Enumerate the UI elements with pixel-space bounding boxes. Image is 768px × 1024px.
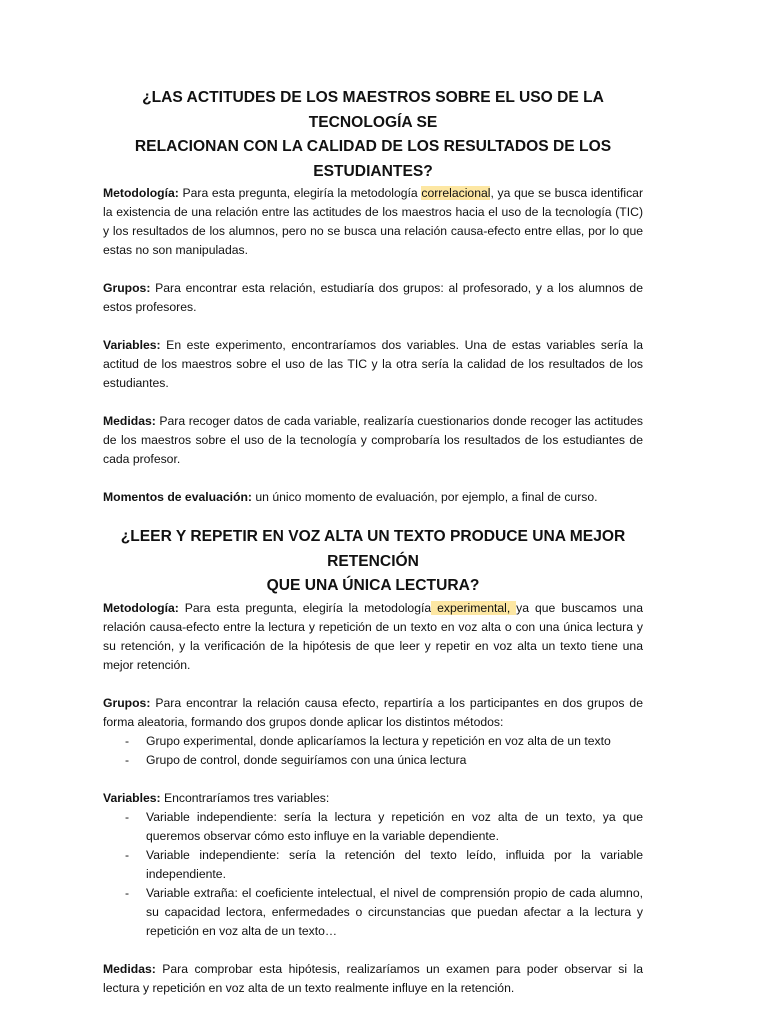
- grupos-list: [103, 732, 643, 770]
- section1-grupos: [103, 279, 643, 317]
- metodologia-text-post: ya que buscamos una relación causa-efecto entre la lectura y repetición de un texto en voz alta o con una única lectura y su retención, y la verificación de la hipótesis de que leer y repetir en voz alta un texto tiene una mejor retención.: [103, 600, 643, 672]
- section2-medidas: [103, 960, 643, 998]
- section2-title-line1: ¿LEER Y REPETIR EN VOZ ALTA UN TEXTO PRODUCE UNA MEJOR RETENCIÓN: [120, 528, 626, 570]
- medidas-label: Medidas:: [103, 961, 156, 976]
- section1-variables: [103, 336, 643, 393]
- grupos-label: Grupos:: [103, 281, 151, 295]
- section2-metodologia: [103, 599, 643, 675]
- metodologia-label: Metodología:: [103, 186, 179, 200]
- section2-title-line2: QUE UNA ÚNICA LECTURA?: [266, 577, 480, 594]
- list-item: - Variable independiente: sería la lectura y repetición en voz alta de un texto, ya que queremos observar cómo esto influye en la variable dependiente.: [103, 808, 643, 846]
- section2-variables: [103, 789, 643, 808]
- highlighted-term: experimental,: [431, 600, 517, 615]
- variables-text: En este experimento, encontraríamos dos variables. Una de estas variables sería la actitud de los maestros sobre el uso de las TIC y la otra sería la calidad de los resultados de los estudiantes.: [103, 338, 643, 390]
- highlighted-term: correlacional: [421, 186, 491, 200]
- variables-label: Variables:: [103, 338, 161, 352]
- section1-title-line1: ¿LAS ACTITUDES DE LOS MAESTROS SOBRE EL USO DE LA TECNOLOGÍA SE: [142, 89, 604, 131]
- variables-text: Encontraríamos tres variables:: [160, 790, 330, 805]
- list-item: - Grupo experimental, donde aplicaríamos la lectura y repetición en voz alta de un texto: [103, 732, 643, 751]
- momentos-text: un único momento de evaluación, por ejemplo, a final de curso.: [252, 490, 598, 504]
- momentos-label: Momentos de evaluación:: [103, 490, 252, 504]
- metodologia-text-post: , ya que se busca identificar la existencia de una relación entre las actitudes de los maestros hacia el uso de la tecnología (TIC) y los resultados de los alumnos, pero no se busca una relación causa-efecto entre ellas, por lo que estas no son manipuladas.: [103, 186, 643, 257]
- variables-list: [103, 808, 643, 941]
- section1-title-line2: RELACIONAN CON LA CALIDAD DE LOS RESULTADOS DE LOS ESTUDIANTES?: [134, 138, 612, 180]
- grupos-text: Para encontrar la relación causa efecto, repartiría a los participantes en dos grupos de forma aleatoria, formando dos grupos donde aplicar los distintos métodos:: [103, 695, 643, 729]
- metodologia-text-pre: Para esta pregunta, elegiría la metodología: [178, 600, 432, 615]
- metodologia-text-pre: Para esta pregunta, elegiría la metodología: [178, 186, 422, 200]
- section1-momentos: [103, 488, 643, 507]
- list-item: - Variable independiente: sería la retención del texto leído, influida por la variable independiente.: [103, 846, 643, 884]
- medidas-label: Medidas:: [103, 414, 156, 428]
- grupos-label: Grupos:: [103, 695, 151, 710]
- variables-label: Variables:: [103, 790, 161, 805]
- grupos-text: Para encontrar esta relación, estudiaría dos grupos: al profesorado, y a los alumnos de estos profesores.: [103, 281, 643, 314]
- section1-metodologia: [103, 184, 643, 260]
- section1-title: [103, 86, 643, 184]
- section2-grupos: [103, 694, 643, 732]
- metodologia-label: Metodología:: [103, 600, 179, 615]
- section2-title: [103, 525, 643, 599]
- medidas-text: Para recoger datos de cada variable, realizaría cuestionarios donde recoger las actitudes de los maestros sobre el uso de la tecnología y comprobaría los resultados de los estudiantes de cada profesor.: [103, 414, 643, 466]
- section1-medidas: [103, 412, 643, 469]
- list-item: - Variable extraña: el coeficiente intelectual, el nivel de comprensión propio de cada alumno, su capacidad lectora, enfermedades o circunstancias que puedan afectar a la lectura y repetición en voz alta de un texto…: [103, 884, 643, 941]
- medidas-text: Para comprobar esta hipótesis, realizaríamos un examen para poder observar si la lectura y repetición en voz alta de un texto realmente influye en la retención.: [103, 961, 643, 995]
- list-item: - Grupo de control, donde seguiríamos con una única lectura: [103, 751, 643, 770]
